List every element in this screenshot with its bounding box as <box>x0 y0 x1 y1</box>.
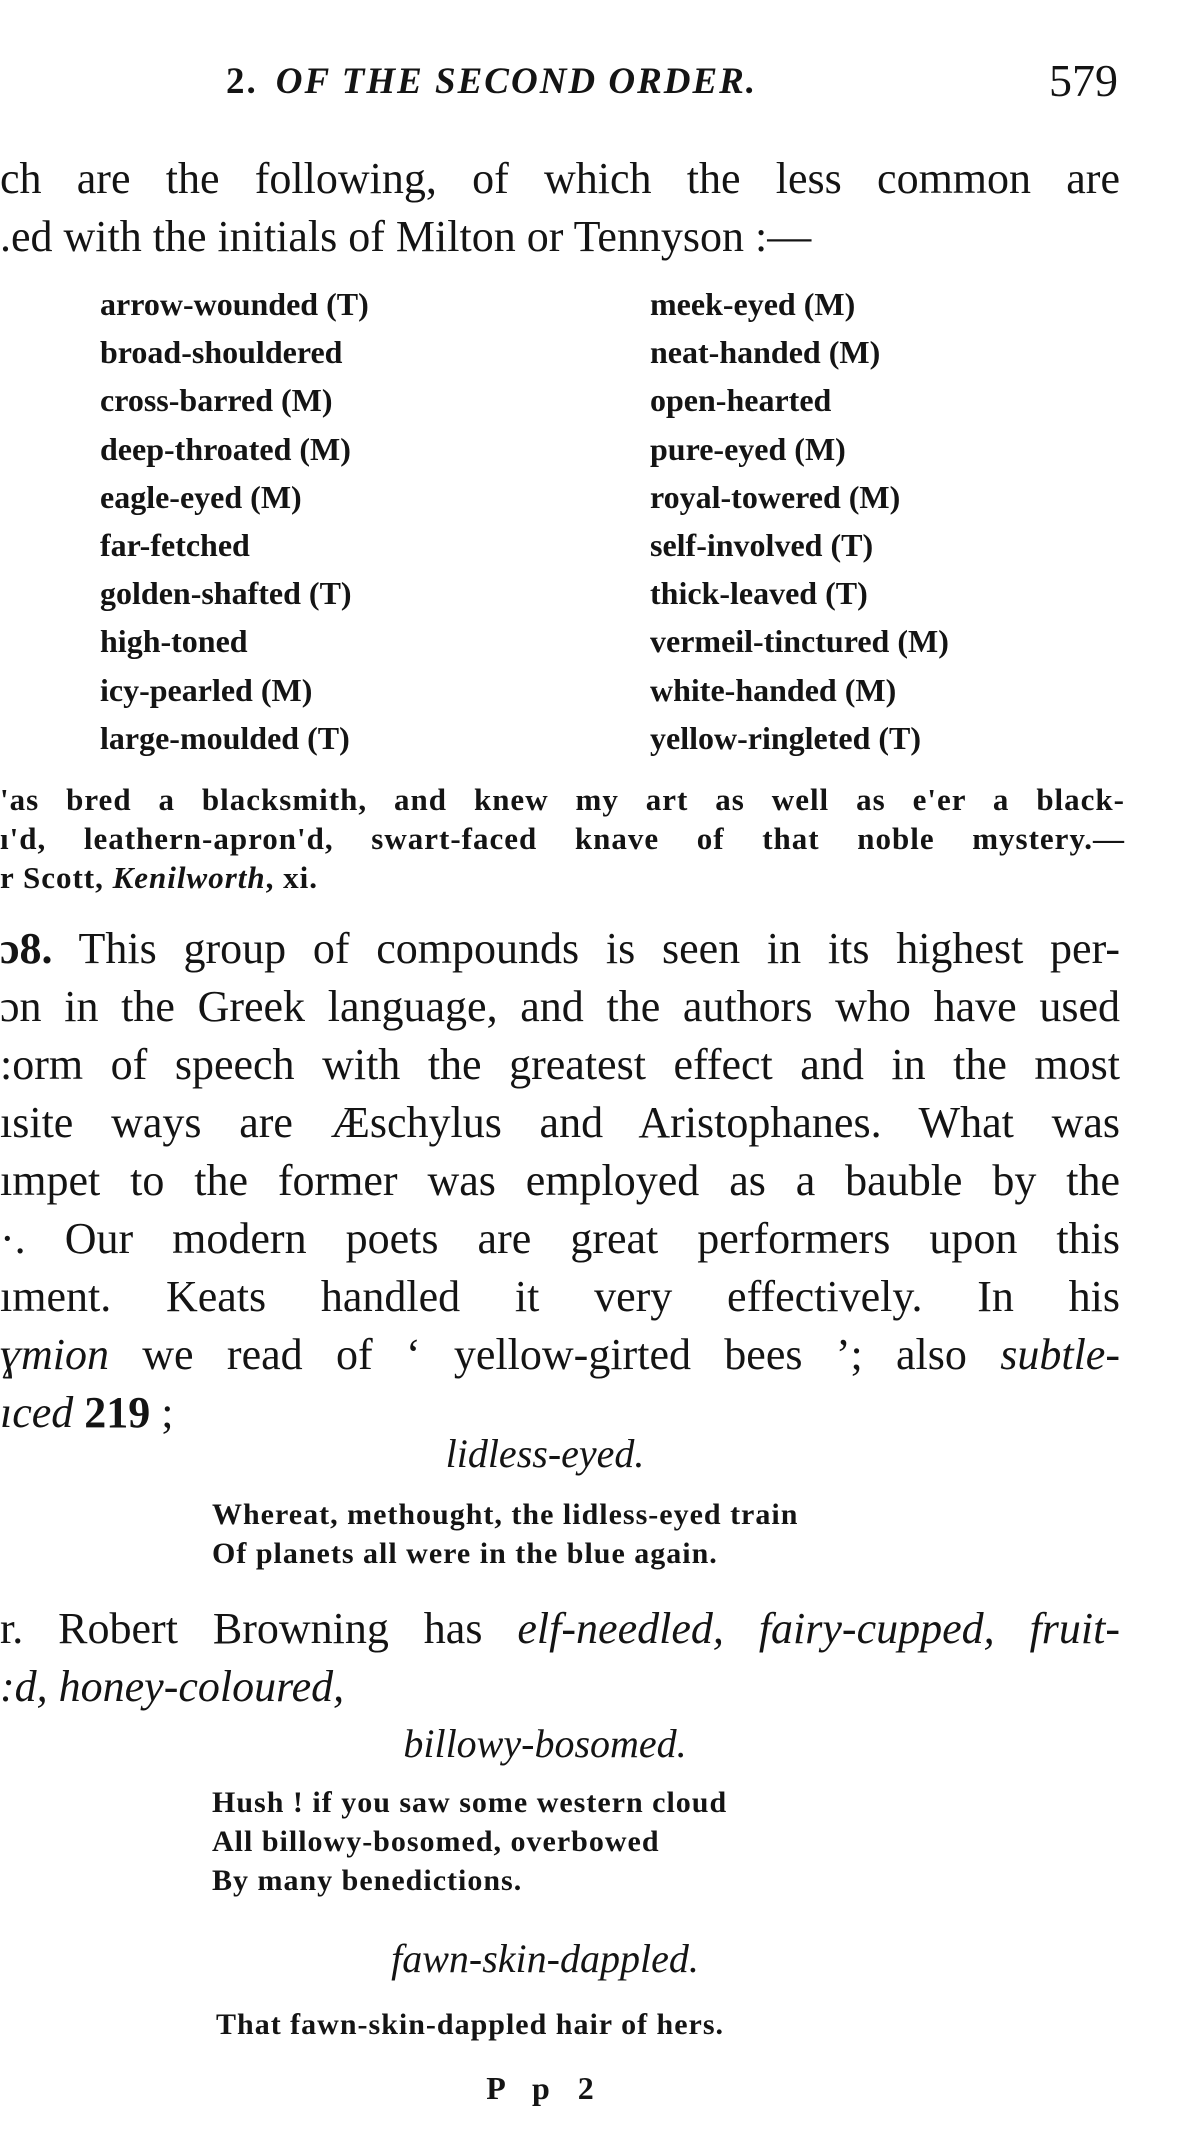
italic-fragment: fruit- <box>1029 1604 1121 1653</box>
list-item: high-toned <box>100 623 248 660</box>
paragraph-number: ɔ8. <box>0 924 53 973</box>
verse-line: By many benedictions. <box>212 1864 523 1897</box>
italic-fragment: honey-coloured, <box>58 1662 345 1711</box>
verse-line: Of planets all were in the blue again. <box>212 1537 718 1570</box>
paragraph-line <box>0 1326 1120 1384</box>
browning-line-2 <box>0 1658 1120 1716</box>
list-item: icy-pearled (M) <box>100 671 313 708</box>
browning-plain: r. Robert Browning has <box>0 1604 518 1653</box>
paragraph-text: ; <box>150 1388 174 1437</box>
intro-text <box>0 150 1120 266</box>
paragraph-line: ·. Our modern poets are great performers upon this <box>0 1214 1120 1263</box>
list-item: royal-towered (M) <box>650 478 901 515</box>
italic-fragment: ɣmion <box>0 1330 109 1379</box>
list-item: broad-shouldered <box>100 334 343 371</box>
fawn-verse <box>216 2005 724 2044</box>
paragraph-line: :orm of speech with the greatest effect and in the most <box>0 1040 1120 1089</box>
italic-fragment: elf-needled, <box>517 1604 724 1653</box>
billowy-heading: billowy-bosomed. <box>403 1721 687 1766</box>
list-item: yellow-ringleted (T) <box>650 719 922 756</box>
quote-citation <box>0 858 1125 897</box>
citation-ref: , xi. <box>265 860 318 895</box>
list-item: white-handed (M) <box>650 671 897 708</box>
citation-author: r Scott, <box>0 860 113 895</box>
billowy-verse <box>212 1783 727 1900</box>
intro-line-2: .ed with the initials of Milton or Tennyson :— <box>0 212 812 261</box>
list-item: meek-eyed (M) <box>650 286 856 322</box>
list-item: large-moulded (T) <box>100 719 350 756</box>
running-title-text: OF THE SECOND ORDER. <box>275 61 758 102</box>
paragraph-line: ımpet to the former was employed as a bauble by the <box>0 1156 1120 1205</box>
page-number: 579 <box>1049 55 1118 106</box>
list-item: neat-handed (M) <box>650 334 881 371</box>
list-item: pure-eyed (M) <box>650 430 846 467</box>
list-item: thick-leaved (T) <box>650 575 868 612</box>
quote-line-1: 'as bred a blacksmith, and knew my art as well as e'er a black- <box>0 782 1125 817</box>
italic-fragment: fairy-cupped, <box>758 1604 995 1653</box>
italic-fragment: ıced <box>0 1388 74 1437</box>
list-item: cross-barred (M) <box>100 382 333 419</box>
running-title <box>226 60 757 103</box>
lidless-verse <box>212 1495 798 1573</box>
running-header <box>0 54 1200 114</box>
paragraph-line: ɔn in the Greek language, and the authors who have used <box>0 982 1120 1031</box>
browning-text <box>0 1600 1120 1716</box>
list-item: far-fetched <box>100 527 250 564</box>
compound-word-list <box>100 280 1000 762</box>
paragraph-line <box>0 920 1120 978</box>
list-item: self-involved (T) <box>650 527 874 564</box>
list-item: arrow-wounded (T) <box>100 286 369 322</box>
intro-line-1: ch are the following, of which the less common are <box>0 154 1120 203</box>
paragraph-line: ısite ways are Æschylus and Aristophanes. What was <box>0 1098 1120 1147</box>
list-item: vermeil-tinctured (M) <box>650 623 949 660</box>
quote-line-2: ı'd, leathern-apron'd, swart-faced knave of that noble mystery.— <box>0 821 1125 856</box>
main-paragraph <box>0 920 1120 1442</box>
verse-line: Whereat, methought, the lidless-eyed train <box>212 1498 799 1531</box>
signature-mark: P p 2 <box>486 2070 604 2106</box>
verse-line: Hush ! if you saw some western cloud <box>212 1786 728 1819</box>
list-item: deep-throated (M) <box>100 430 351 467</box>
scott-quotation <box>0 780 1125 897</box>
paragraph-line: ıment. Keats handled it very effectively. In his <box>0 1272 1120 1321</box>
list-item: eagle-eyed (M) <box>100 478 302 515</box>
citation-title: Kenilworth <box>112 860 266 895</box>
italic-fragment: subtle- <box>1000 1330 1120 1379</box>
section-reference: 219 <box>73 1388 151 1437</box>
list-item: golden-shafted (T) <box>100 575 352 612</box>
fawn-heading: fawn-skin-dappled. <box>391 1936 699 1981</box>
section-number: 2. <box>226 61 258 102</box>
paragraph-first-text: This group of compounds is seen in its highest per- <box>52 924 1120 973</box>
verse-line: All billowy-bosomed, overbowed <box>212 1825 660 1858</box>
paragraph-text: we read of ‘ yellow-girted bees ’; also <box>108 1330 1001 1379</box>
verse-line: That fawn-skin-dappled hair of hers. <box>216 2008 725 2041</box>
italic-fragment: :d, <box>0 1662 48 1711</box>
lidless-heading: lidless-eyed. <box>445 1431 645 1476</box>
browning-line-1 <box>0 1600 1120 1658</box>
list-item: open-hearted <box>650 382 832 419</box>
